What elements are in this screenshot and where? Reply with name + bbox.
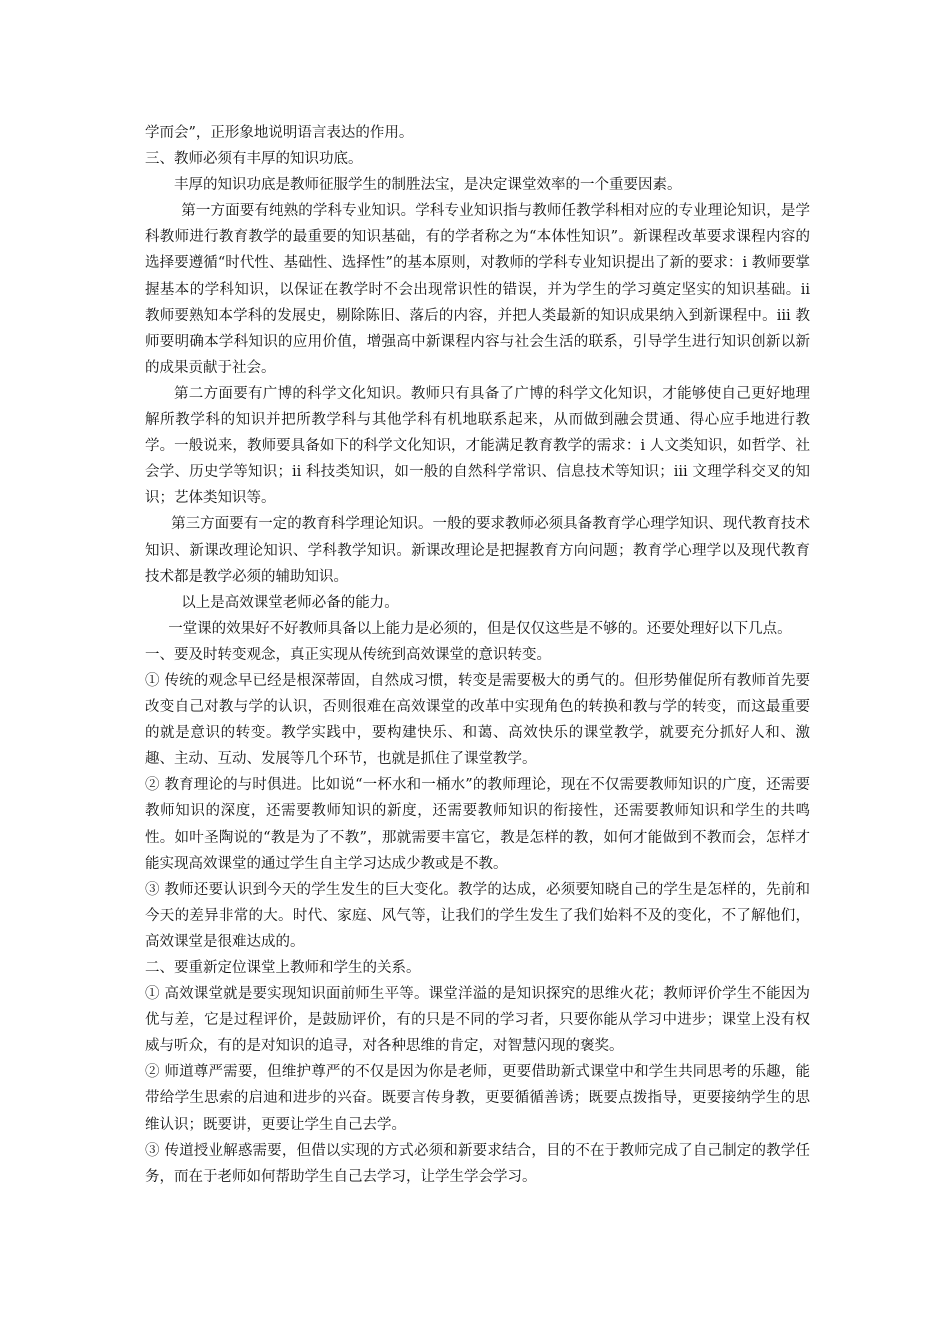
section-heading-2: 二、要重新定位课堂上教师和学生的关系。 xyxy=(145,960,421,976)
paragraph-continuation: 学而会”，正形象地说明语言表达的作用。 xyxy=(145,125,414,141)
list-item-2-1: ① 高效课堂就是要实现知识面前师生平等。课堂洋溢的是知识探究的思维火花；教师评价学生不能因为优与差，它是过程评价，是鼓励评价，有的只是不同的学习者，只要你能从学习中进步；课堂上没有权威与听众，有的是对知识的追寻，对各种思维的肯定，对智慧闪现的褒奖。 xyxy=(145,986,810,1055)
document-body xyxy=(145,120,810,1190)
paragraph-aspect-3: 第三方面要有一定的教育科学理论知识。一般的要求教师必须具备教育学心理学知识、现代教育技术知识、新课改理论知识、学科教学知识。新课改理论是把握教育方向问题；教育学心理学以及现代教育技术都是教学必须的辅助知识。 xyxy=(145,516,810,585)
paragraph-aspect-1: 第一方面要有纯熟的学科专业知识。学科专业知识指与教师任教学科相对应的专业理论知识，是学科教师进行教育教学的最重要的知识基础，有的学者称之为“本体性知识”。新课程改革要求课程内容的选择要遵循“时代性、基础性、选择性”的基本原则，对教师的学科专业知识提出了新的要求：i 教师要掌握基本的学科知识，以保证在教学时不会出现常识性的错误，并为学生的学习奠定坚实的知识基础。ii 教师要熟知本学科的发展史，剔除陈旧、落后的内容，并把人类最新的知识成果纳入到新课程中。iii 教师要明确本学科知识的应用价值，增强高中新课程内容与社会生活的联系，引导学生进行知识创新以新的成果贡献于社会。 xyxy=(145,203,810,376)
list-item-2-3: ③ 传道授业解惑需要，但借以实现的方式必须和新要求结合，目的不在于教师完成了自己制定的教学任务，而在于老师如何帮助学生自己去学习，让学生学会学习。 xyxy=(145,1142,810,1185)
section-heading-3: 三、教师必须有丰厚的知识功底。 xyxy=(145,151,363,168)
paragraph-aspect-2: 第二方面要有广博的科学文化知识。教师只有具备了广博的科学文化知识，才能够使自己更好地理解所教学科的知识并把所教学科与其他学科有机地联系起来，从而做到融会贯通、得心应手地进行教学。一般说来，教师要具备如下的科学文化知识，才能满足教育教学的需求：i 人文类知识，如哲学、社会学、历史学等知识；ii 科技类知识，如一般的自然科学常识、信息技术等知识；iii 文理学科交叉的知识；艺体类知识等。 xyxy=(145,385,810,507)
list-item-1-3: ③ 教师还要认识到今天的学生发生的巨大变化。教学的达成，必须要知晓自己的学生是怎样的，先前和今天的差异非常的大。时代、家庭、风气等，让我们的学生发生了我们始料不及的变化，不了解他们，高效课堂是很难达成的。 xyxy=(145,881,810,950)
paragraph-summary: 以上是高效课堂老师必备的能力。 xyxy=(181,594,399,611)
list-item-2-2: ② 师道尊严需要，但维护尊严的不仅是因为你是老师，更要借助新式课堂中和学生共同思考的乐趣，能带给学生思索的启迪和进步的兴奋。既要言传身教，更要循循善诱；既要点拨指导，更要接纳学生的思维认识；既要讲，更要让学生自己去学。 xyxy=(145,1064,810,1133)
section-heading-1: 一、要及时转变观念，真正实现从传统到高效课堂的意识转变。 xyxy=(145,646,551,663)
paragraph-transition: 一堂课的效果好不好教师具备以上能力是必须的，但是仅仅这些是不够的。还要处理好以下几点。 xyxy=(168,620,792,637)
paragraph-knowledge-intro: 丰厚的知识功底是教师征服学生的制胜法宝，是决定课堂效率的一个重要因素。 xyxy=(174,177,682,194)
list-item-1-1: ① 传统的观念早已经是根深蒂固，自然成习惯，转变是需要极大的勇气的。但形势催促所有教师首先要改变自己对教与学的认识，否则很难在高效课堂的改革中实现角色的转换和教与学的转变，而这最重要的就是意识的转变。教学实践中，要构建快乐、和蔼、高效快乐的课堂教学，就要充分抓好人和、激趣、主动、互动、发展等几个环节，也就是抓住了课堂教学。 xyxy=(145,672,810,768)
list-item-1-2: ② 教育理论的与时俱进。比如说“一杯水和一桶水”的教师理论，现在不仅需要教师知识的广度，还需要教师知识的深度，还需要教师知识的新度，还需要教师知识的衔接性，还需要教师知识和学生的共鸣性。如叶圣陶说的“教是为了不教”，那就需要丰富它，教是怎样的教，如何才能做到不教而会，怎样才能实现高效课堂的通过学生自主学习达成少教或是不教。 xyxy=(145,777,810,872)
